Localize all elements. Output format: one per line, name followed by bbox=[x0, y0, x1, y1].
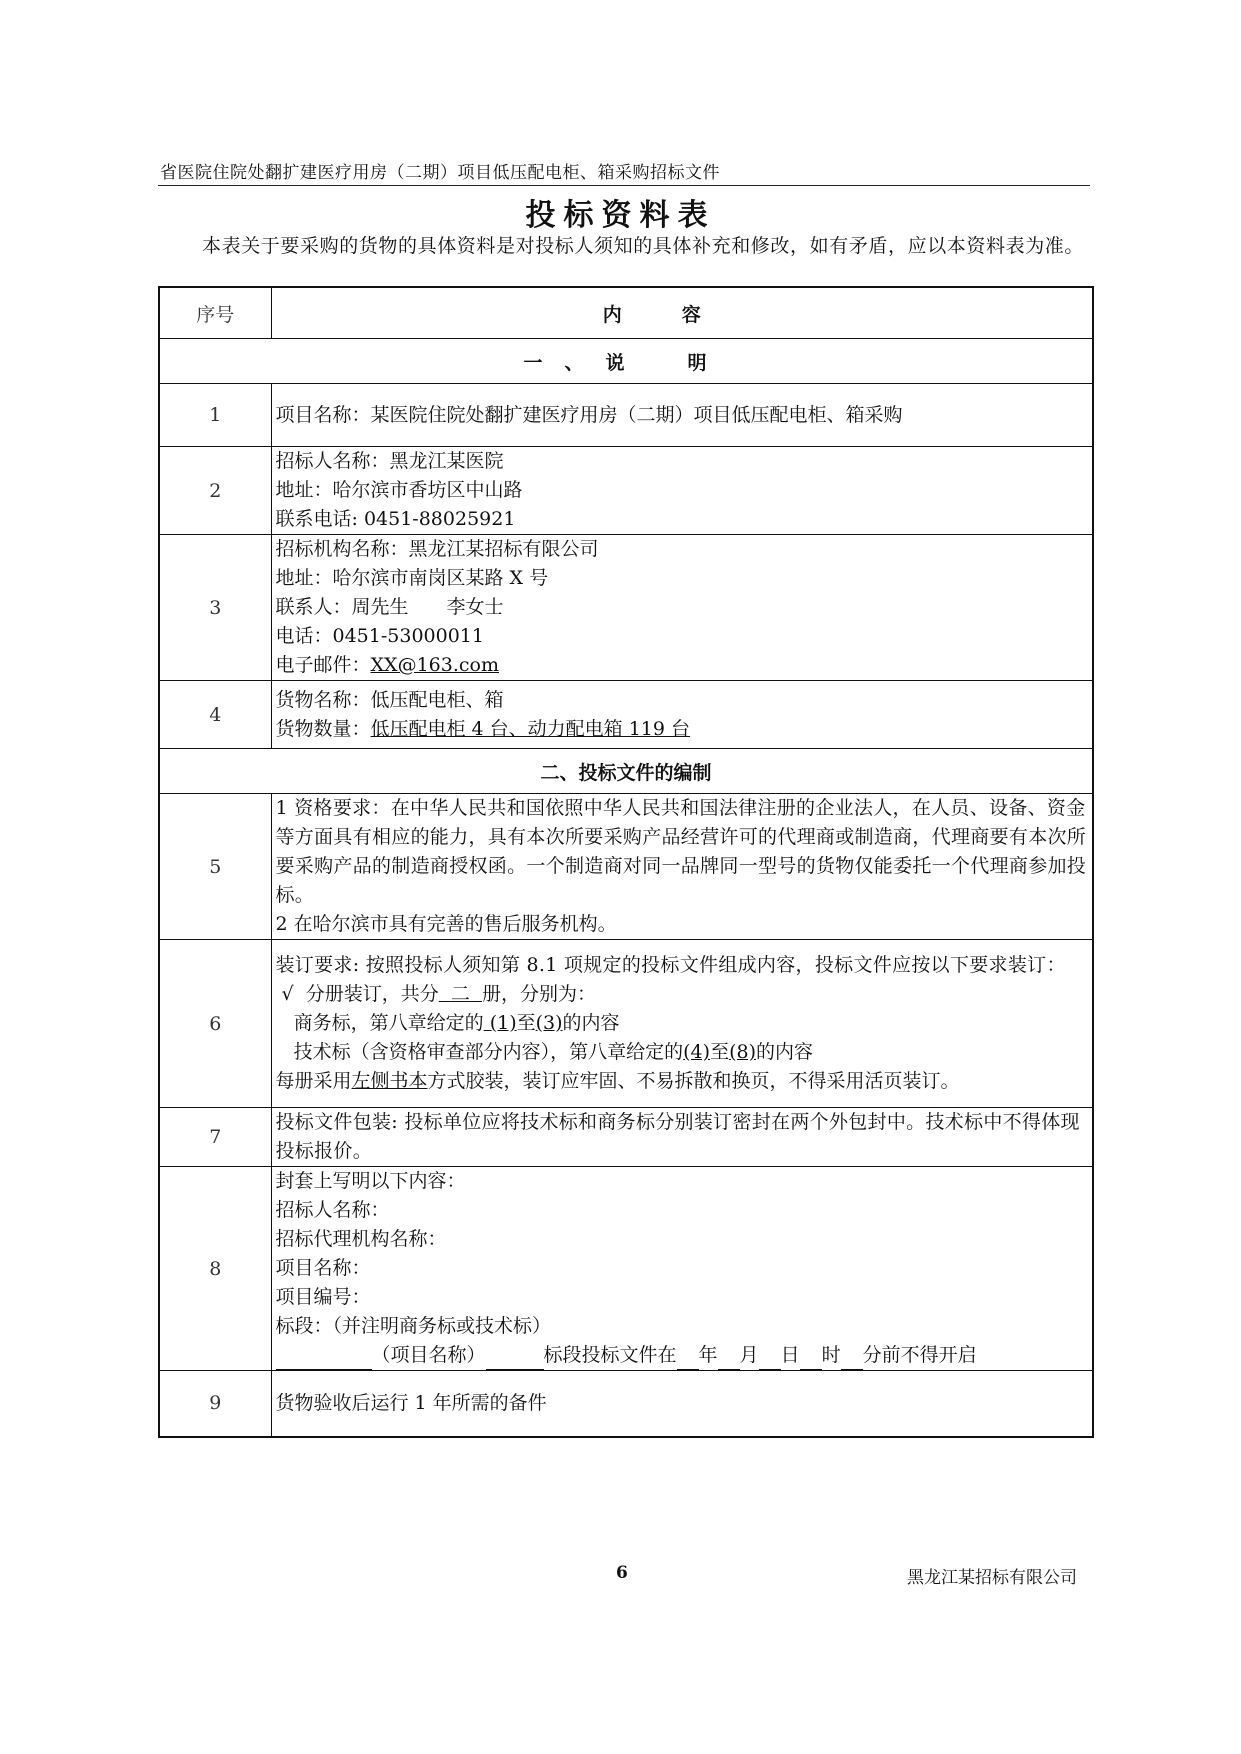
blank-year bbox=[677, 1347, 699, 1370]
range-to: 至 bbox=[710, 1041, 730, 1063]
envelope-tenderer: 招标人名称： bbox=[275, 1199, 390, 1221]
blank-hour bbox=[800, 1347, 822, 1370]
table-row bbox=[159, 1108, 1093, 1167]
spare-parts: 货物验收后运行 1 年所需的备件 bbox=[275, 1391, 547, 1414]
agency-name: 招标机构名称：黑龙江某招标有限公司 bbox=[275, 538, 599, 560]
table-row bbox=[159, 794, 1093, 940]
footer-organization: 黑龙江某招标有限公司 bbox=[907, 1568, 1077, 1588]
sealing-hour: 时 bbox=[821, 1344, 841, 1366]
agency-email-line bbox=[276, 651, 1093, 680]
business-from: (1) bbox=[489, 1012, 517, 1034]
sealing-line bbox=[276, 1341, 1093, 1370]
volume-count: 二 bbox=[450, 983, 470, 1005]
tenderer-phone: 联系电话: 0451-88025921 bbox=[275, 508, 516, 530]
envelope-project-number: 项目编号： bbox=[275, 1286, 371, 1308]
table-row bbox=[159, 1371, 1093, 1437]
row-content bbox=[271, 447, 1093, 535]
sealing-lot-text: 标段投标文件在 bbox=[543, 1344, 677, 1366]
row-number: 3 bbox=[159, 535, 271, 681]
blank-project bbox=[276, 1347, 372, 1370]
row-number: 7 bbox=[159, 1108, 271, 1167]
business-volume-text: 商务标，第八章给定的 bbox=[293, 1012, 484, 1034]
row-number: 1 bbox=[159, 384, 271, 447]
envelope-project-name: 项目名称： bbox=[275, 1257, 371, 1279]
table-row bbox=[159, 384, 1093, 447]
technical-from: (4) bbox=[683, 1041, 711, 1063]
table-header-row bbox=[159, 287, 1093, 339]
section-heading-preparation: 二、投标文件的编制 bbox=[159, 749, 1093, 794]
row-content bbox=[271, 384, 1093, 447]
goods-quantity-label: 货物数量： bbox=[275, 717, 371, 740]
row-number: 2 bbox=[159, 447, 271, 535]
binding-method: 左侧书本 bbox=[351, 1070, 428, 1092]
goods-name: 货物名称：低压配电柜、箱 bbox=[275, 688, 504, 711]
row-content bbox=[271, 535, 1093, 681]
row-number: 5 bbox=[159, 794, 271, 940]
tenderer-name: 招标人名称：黑龙江某医院 bbox=[275, 450, 504, 472]
project-name: 项目名称：某医院住院处翻扩建医疗用房（二期）项目低压配电柜、箱采购 bbox=[275, 403, 903, 426]
technical-volume-text: 技术标（含资格审查部分内容），第八章给定的 bbox=[293, 1041, 684, 1063]
technical-to: (8) bbox=[729, 1041, 756, 1063]
row-content bbox=[271, 794, 1093, 940]
section-heading-description: 一、说 明 bbox=[159, 339, 1093, 384]
section-header-row bbox=[159, 339, 1093, 384]
checkmark-icon: √ bbox=[281, 983, 294, 1005]
row-content bbox=[271, 1371, 1093, 1437]
header-divider bbox=[158, 185, 1090, 186]
sealing-year: 年 bbox=[698, 1344, 718, 1366]
agency-phone: 电话：0451-53000011 bbox=[275, 625, 484, 647]
technical-volume-end: 的内容 bbox=[756, 1041, 814, 1063]
binding-method-text: 每册采用 bbox=[275, 1070, 352, 1092]
blank-month bbox=[718, 1347, 740, 1370]
packing-requirement: 投标文件包装: 投标单位应将技术标和商务标分别装订密封在两个外包封中。技术标中不得体现投标报价。 bbox=[275, 1111, 1080, 1162]
range-to: 至 bbox=[516, 1012, 536, 1034]
row-content bbox=[271, 940, 1093, 1108]
goods-quantity-line bbox=[276, 715, 1093, 744]
running-header: 省医院住院处翻扩建医疗用房（二期）项目低压配电柜、箱采购招标文件 bbox=[160, 163, 720, 183]
volume-text: 分册装订，共分 bbox=[305, 983, 439, 1005]
page-number: 6 bbox=[616, 1563, 628, 1583]
table-row bbox=[159, 1167, 1093, 1371]
row-content bbox=[271, 681, 1093, 749]
blank-minute bbox=[841, 1347, 863, 1370]
row-number: 8 bbox=[159, 1167, 271, 1371]
column-header-content: 内容 bbox=[271, 287, 1093, 339]
blank-lot bbox=[486, 1347, 544, 1370]
table-row bbox=[159, 681, 1093, 749]
business-volume-line bbox=[276, 1009, 1093, 1038]
document-title: 投标资料表 bbox=[525, 198, 716, 233]
agency-contact: 联系人：周先生 李女士 bbox=[275, 596, 504, 618]
business-to: (3) bbox=[535, 1012, 563, 1034]
blank-day bbox=[759, 1347, 781, 1370]
binding-method-end: 方式胶装，装订应牢固、不易拆散和换页，不得采用活页装订。 bbox=[427, 1070, 960, 1092]
envelope-instructions: 封套上写明以下内容： bbox=[275, 1170, 466, 1192]
column-header-number: 序号 bbox=[159, 287, 271, 339]
envelope-agency: 招标代理机构名称： bbox=[275, 1228, 447, 1250]
section-header-row bbox=[159, 749, 1093, 794]
agency-address: 地址：哈尔滨市南岗区某路 X 号 bbox=[275, 567, 549, 589]
volume-line bbox=[276, 980, 1093, 1009]
after-sales-requirement: 2 在哈尔滨市具有完善的售后服务机构。 bbox=[275, 913, 617, 935]
envelope-lot: 标段：（并注明商务标或技术标） bbox=[275, 1315, 552, 1337]
email-label: 电子邮件： bbox=[275, 654, 371, 676]
table-row bbox=[159, 535, 1093, 681]
technical-volume-line bbox=[276, 1038, 1093, 1067]
table-row bbox=[159, 940, 1093, 1108]
row-content bbox=[271, 1167, 1093, 1371]
table-row bbox=[159, 447, 1093, 535]
row-number: 9 bbox=[159, 1371, 271, 1437]
binding-requirement: 装订要求: 按照投标人须知第 8.1 项规定的投标文件组成内容，投标文件应按以下要求装订： bbox=[275, 954, 1066, 976]
goods-quantity: 低压配电柜 4 台、动力配电箱 119 台 bbox=[370, 717, 691, 740]
binding-method-line bbox=[276, 1067, 1093, 1096]
sealing-tail: 分前不得开启 bbox=[862, 1344, 977, 1366]
bid-data-table bbox=[158, 286, 1094, 1438]
tenderer-address: 地址：哈尔滨市香坊区中山路 bbox=[275, 479, 523, 501]
intro-paragraph: 本表关于要采购的货物的具体资料是对投标人须知的具体补充和修改，如有矛盾，应以本资料表为准。 bbox=[202, 235, 1085, 257]
volume-text-end: 册，分别为： bbox=[481, 983, 596, 1005]
sealing-day: 日 bbox=[780, 1344, 800, 1366]
row-number: 6 bbox=[159, 940, 271, 1108]
business-volume-end: 的内容 bbox=[562, 1012, 620, 1034]
row-content bbox=[271, 1108, 1093, 1167]
qualification-requirement: 1 资格要求：在中华人民共和国依照中华人民共和国法律注册的企业法人，在人员、设备、资金等方面具有相应的能力，具有本次所要采购产品经营许可的代理商或制造商，代理商要有本次所要采购产品的制造商授权函。一个制造商对同一品牌同一型号的货物仅能委托一个代理商参加投标。 bbox=[275, 797, 1087, 906]
row-number: 4 bbox=[159, 681, 271, 749]
sealing-month: 月 bbox=[739, 1344, 759, 1366]
email-link[interactable]: XX@163.com bbox=[370, 654, 499, 676]
sealing-project-text: （项目名称） bbox=[371, 1344, 486, 1366]
